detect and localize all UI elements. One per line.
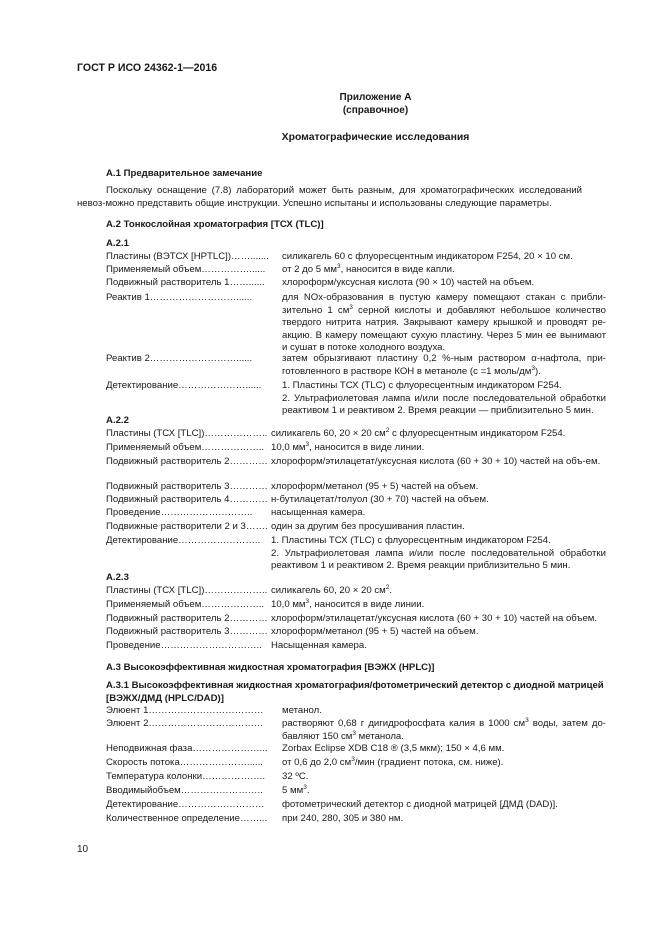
parameter-label: Применяемый объем……………......: [106, 264, 266, 275]
parameter-row: [106, 481, 606, 494]
section-a23-heading: А.2.3: [106, 572, 129, 583]
parameter-label: Элюент 1………………………………: [106, 705, 264, 716]
annex-title: [0, 91, 661, 117]
parameter-label: Пластины (ВЭТСХ [HPTLC])…….......: [106, 251, 269, 262]
document-header: ГОСТ Р ИСО 24362-1—2016: [77, 62, 218, 74]
parameter-value-line: силикагель 60, 20 × 20 $см^2$.: [271, 583, 393, 596]
parameter-row: [106, 705, 606, 718]
parameter-value: [271, 428, 606, 441]
parameter-value: [282, 813, 606, 826]
parameter-label: Пластины (ТСХ [TLC])………………..: [106, 428, 268, 439]
parameter-value: [282, 705, 606, 718]
parameter-value-line: хлороформ/метанол (95 + 5) частей на объем.: [271, 626, 479, 637]
parameter-row: [106, 507, 606, 520]
parameter-value: [271, 481, 606, 494]
parameter-label: Подвижный растворитель 1……......: [106, 277, 265, 288]
parameter-value-line: затем обрызгивают пластину 0,2 %-ным раствором α-нафтола, при-готовленного в растворе КОН в метаноле (с =1 моль/$дм^3$).: [282, 353, 606, 377]
parameter-value-line: 5 $мм^3$.: [282, 783, 310, 796]
parameter-value-line: при 240, 280, 305 и 380 нм.: [282, 813, 404, 824]
parameter-label: Детектирование………………………: [106, 799, 265, 810]
parameter-value: [282, 380, 606, 418]
parameter-value: [271, 585, 606, 598]
parameter-value-line: для NOx-образования в пустую камеру помещают стакан с прибли-зительно 1 $см^3$ серной кислоты и добавляют небольшое количество твердого нитрита натрия. Закрывают камеру крышкой и проводят ре-акцию. В камеру помещают сухую пластину. Через 5 мин ее вынимают и сушат в потоке холодного воздуха.: [282, 292, 606, 353]
parameter-value: [282, 718, 606, 743]
parameter-label: Реактив 2………………………......: [106, 353, 253, 364]
parameter-label: Применяемый объем………………..: [106, 442, 265, 453]
parameter-value: [271, 456, 606, 469]
parameter-value-line: от 0,6 до 2,0 $см^3$/мин (градиент потока, см. ниже).: [282, 755, 504, 768]
parameter-value-line: 2. Ультрафиолетовая лампа и/или после последовательной обработки реактивом 1 и реактивом 2. Время реакции — приблизительно 5 мин.: [282, 392, 606, 416]
parameter-value: [271, 521, 606, 534]
parameter-row: [106, 521, 606, 534]
parameter-value-line: 2. Ультрафиолетовая лампа и/или после последовательной обработки реактивом 1 и реактивом 2. Время реакции приблизительно 5 мин.: [271, 547, 606, 571]
parameter-row: [106, 599, 606, 612]
parameter-value-line: 10,0 $мм^3$, наносится в виде линии.: [271, 440, 425, 453]
page-number: 10: [77, 844, 89, 855]
section-a31-heading: А.3.1 Высокоэффективная жидкостная хроматография/фотометрический детектор с диодной матрицей [ВЭЖХ/ДМД (HPLC/DAD)]: [106, 680, 604, 704]
parameter-value: [282, 743, 606, 756]
parameter-row: [106, 535, 606, 573]
parameter-label: Проведение………………………..: [106, 507, 253, 518]
parameter-value-line: растворяют 0,68 г дигидрофосфата калия в 1000 $см^3$ воды, затем до-бавляют 150 $см^3$ метанола.: [282, 716, 607, 742]
parameter-value-line: хлороформ/уксусная кислота (90 × 10) частей на объем.: [282, 277, 535, 288]
parameter-row: [106, 771, 606, 784]
parameter-value: [271, 599, 606, 612]
annex-label: Приложение А: [339, 92, 412, 103]
parameter-value-line: метанол.: [282, 705, 322, 716]
parameter-label: Скорость потока…………………......: [106, 757, 263, 768]
section-a1-text: Поскольку оснащение (7.8) лабораторий может быть разным, для хроматографических исследований невоз-можно представить общие инструкции. Успешно испытаны и использованы следующие параметры.: [77, 185, 582, 209]
parameter-label: Температура колонки………………..: [106, 771, 265, 782]
parameter-value: [282, 353, 606, 378]
parameter-value: [282, 771, 606, 784]
parameter-value: [282, 292, 606, 355]
parameter-value-line: 10,0 $мм^3$, наносится в виде линии.: [271, 597, 425, 610]
parameter-label: Пластины (ТСХ [TLC])………………..: [106, 585, 268, 596]
parameter-value-line: хлороформ/метанол (95 + 5) частей на объем.: [271, 481, 479, 492]
parameter-row: [106, 585, 606, 598]
parameter-row: [106, 292, 606, 355]
parameter-label: Применяемый объем………………..: [106, 599, 265, 610]
parameter-label: Подвижный растворитель 3…………: [106, 481, 268, 492]
parameter-value: [282, 251, 606, 264]
parameter-row: [106, 626, 606, 639]
parameter-label: Подвижный растворитель 4…………: [106, 494, 268, 505]
parameter-label: Детектирование…………………......: [106, 380, 262, 391]
parameter-row: [106, 494, 606, 507]
parameter-row: [106, 251, 606, 264]
parameter-row: [106, 718, 606, 743]
parameter-value-line: 1. Пластины ТСХ (TLC) с флуоресцентным индикатором F254.: [282, 380, 562, 391]
parameter-row: [106, 757, 606, 770]
parameter-value-line: один за другим без просушивания пластин.: [271, 521, 465, 532]
parameter-label: Подвижный растворитель 2…………: [106, 456, 268, 467]
parameter-label: Подвижный растворитель 2…………: [106, 613, 268, 624]
parameter-label: Детектирование……………………..: [106, 535, 261, 546]
parameter-value: [271, 613, 606, 626]
parameter-label: Проведение…………………………..: [106, 640, 262, 651]
parameter-value-line: 32 ºС.: [282, 771, 309, 782]
parameter-value-line: хлороформ/этилацетат/уксусная кислота (60 + 30 + 10) частей на объ-ем.: [271, 456, 601, 467]
parameter-value: [282, 264, 606, 277]
section-a21-heading: А.2.1: [106, 238, 129, 249]
parameter-value: [282, 785, 606, 798]
section-a1-heading: А.1 Предварительное замечание: [106, 168, 263, 179]
parameter-value-line: н-бутилацетат/толуол (30 + 70) частей на объем.: [271, 494, 489, 505]
parameter-value: [282, 277, 606, 290]
parameter-row: [106, 613, 606, 626]
parameter-value-line: насыщенная камера.: [271, 507, 366, 518]
parameter-value: [271, 640, 606, 653]
parameter-label: Подвижные растворители 2 и 3…….: [106, 521, 268, 532]
parameter-label: Вводимыйобъем……………………..: [106, 785, 263, 796]
parameter-row: [106, 380, 606, 418]
annex-subtitle: (справочное): [342, 105, 409, 116]
parameter-row: [106, 264, 606, 277]
parameter-value-line: силикагель 60 с флуоресцентным индикатором F254, 20 × 10 см.: [282, 251, 573, 262]
parameter-label: Количественное определение……...: [106, 813, 268, 824]
parameter-value-line: 1. Пластины ТСХ (TLC) с флуоресцентным индикатором F254.: [271, 535, 551, 546]
parameter-row: [106, 353, 606, 378]
section-a2-heading: А.2 Тонкослойная хроматография [ТСХ (TLC)]: [106, 219, 324, 230]
parameter-row: [106, 640, 606, 653]
section-a3-heading: А.3 Высокоэффективная жидкостная хроматография [ВЭЖХ (HPLC)]: [106, 662, 435, 673]
parameter-value: [282, 757, 606, 770]
parameter-row: [106, 456, 606, 469]
parameter-row: [106, 799, 606, 812]
parameter-value: [271, 535, 606, 573]
parameter-label: Подвижный растворитель 3…………: [106, 626, 268, 637]
parameter-value-line: фотометрический детектор с диодной матрицей [ДМД (DAD)].: [282, 799, 558, 810]
parameter-row: [106, 743, 606, 756]
main-title: Хроматографические исследования: [281, 132, 470, 143]
parameter-value-line: хлороформ/этилацетат/уксусная кислота (60 + 30 + 10) частей на объем.: [271, 613, 598, 624]
parameter-value: [271, 494, 606, 507]
parameter-value-line: Насыщенная камера.: [271, 640, 367, 651]
parameter-value-line: Zorbax Eclipse XDB C18 ® (3,5 мкм); 150 × 4,6 мм.: [282, 743, 505, 754]
section-a22-heading: А.2.2: [106, 415, 129, 426]
parameter-row: [106, 442, 606, 455]
parameter-row: [106, 428, 606, 441]
parameter-row: [106, 813, 606, 826]
parameter-label: Неподвижная фаза…………………...: [106, 743, 268, 754]
parameter-value: [271, 442, 606, 455]
parameter-value: [271, 626, 606, 639]
parameter-value: [271, 507, 606, 520]
parameter-row: [106, 277, 606, 290]
parameter-row: [106, 785, 606, 798]
parameter-label: Реактив 1………………………......: [106, 292, 253, 303]
parameter-value-line: от 2 до 5 $мм^3$, наносится в виде капли.: [282, 262, 455, 275]
parameter-value-line: силикагель 60, 20 × 20 $см^2$ с флуоресцентным индикатором F254.: [271, 426, 566, 439]
parameter-value: [282, 799, 606, 812]
parameter-label: Элюент 2………………………………: [106, 718, 264, 729]
